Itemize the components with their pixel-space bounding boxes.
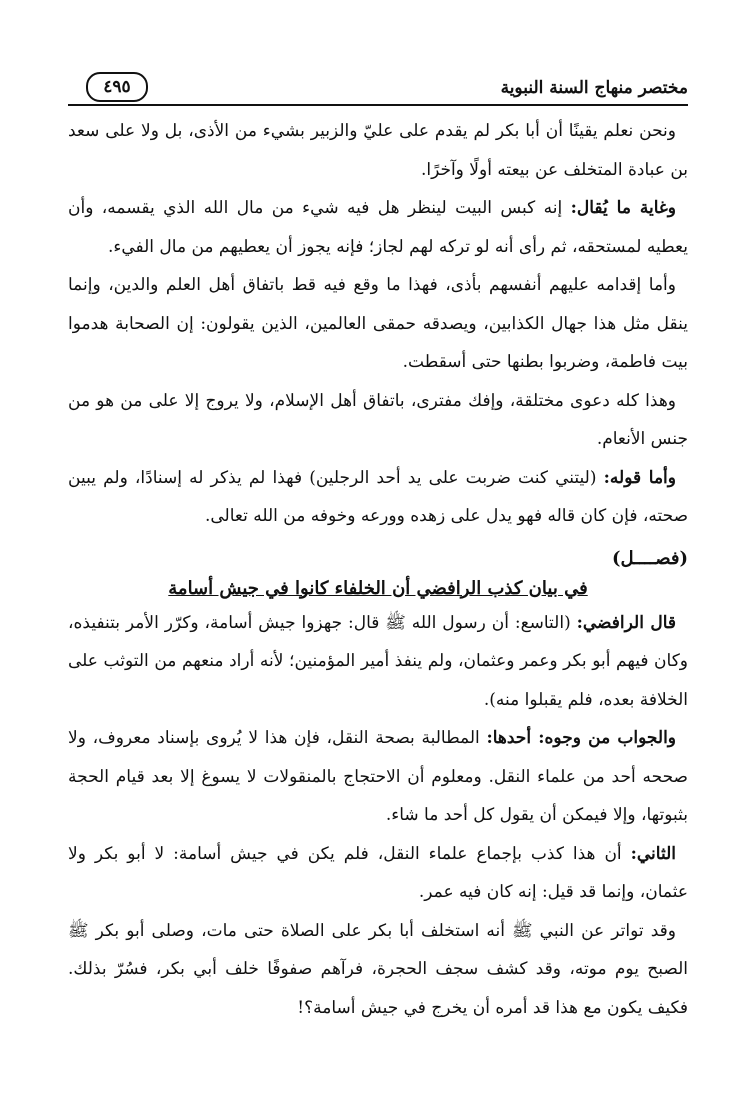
paragraph-text: (التاسع: أن رسول الله ﷺ قال: جهزوا جيش أسامة، وكرّر الأمر بتنفيذه، وكان فيهم أبو بكر وعمر وعثمان، ولم ينفذ أمير المؤمنين؛ لأنه أراد منعهم من التوثب على الخلافة بعده، فلم يقبلوا منه). [68, 612, 688, 710]
paragraph-text: (ليتني كنت ضربت على يد أحد الرجلين) فهذا لم يذكر له إسنادًا، ولم يبين صحته، فإن كان قاله فهو يدل على زهده وورعه وخوفه من الله تعالى. [68, 467, 688, 526]
running-title: مختصر منهاج السنة النبوية [500, 78, 688, 98]
paragraph [68, 719, 688, 835]
paragraph-text: وأما إقدامه عليهم أنفسهم بأذى، فهذا ما وقع فيه قط باتفاق أهل العلم والدين، وإنما ينقل مثل هذا جهال الكذابين، ويصدقه حمقى العالمين، الذين يقولون: إن الصحابة هدموا بيت فاطمة، وضربوا بطنها حتى أسقطت. [68, 275, 688, 372]
section-title: (فصــــل) [612, 547, 688, 569]
paragraph [68, 459, 688, 536]
paragraph-text: وهذا كله دعوى مختلقة، وإفك مفترى، باتفاق أهل الإسلام، ولا يروج إلا على من هو من جنس الأنعام. [68, 390, 688, 449]
paragraph [68, 266, 688, 382]
paragraph-lead: والجواب من وجوه: أحدها: [486, 728, 677, 748]
page-header [68, 70, 688, 106]
paragraph [68, 912, 688, 1028]
page-number: ٤٩٥ [86, 72, 148, 102]
paragraph [68, 835, 688, 912]
paragraph-text: أن هذا كذب بإجماع علماء النقل، فلم يكن في جيش أسامة: لا أبو بكر ولا عثمان، وإنما قد قيل: إنه كان فيه عمر. [68, 843, 688, 902]
paragraph-text: ونحن نعلم يقينًا أن أبا بكر لم يقدم على عليّ والزبير بشيء من الأذى، بل ولا على سعد بن عبادة المتخلف عن بيعته أولًا وآخرًا. [68, 121, 688, 180]
paragraph-lead: وأما قوله: [603, 467, 676, 488]
paragraph [68, 604, 688, 720]
paragraph [68, 382, 688, 459]
paragraph [68, 189, 688, 266]
paragraph [68, 112, 688, 189]
section-subtitle: في بيان كذب الرافضي أن الخلفاء كانوا في جيش أسامة [168, 577, 588, 599]
paragraph-text: المطالبة بصحة النقل، فإن هذا لا يُروى بإسناد معروف، ولا صححه أحد من علماء النقل. ومعلوم أن الاحتجاج بالمنقولات لا يسوغ إلا بعد قيام الحجة بثبوتها، وإلا فيمكن أن يقول كل أحد ما شاء. [68, 728, 688, 825]
paragraph-lead: وغاية ما يُقال: [570, 198, 676, 218]
header-divider [68, 104, 688, 106]
paragraph-text: إنه كبس البيت لينظر هل فيه شيء من مال الله الذي يقسمه، وأن يعطيه لمستحقه، ثم رأى أنه لو تركه لهم لجاز؛ فإنه يجوز أن يعطيهم من مال الفيء. [68, 198, 688, 257]
paragraph-text: وقد تواتر عن النبي ﷺ أنه استخلف أبا بكر على الصلاة حتى مات، وصلى أبو بكر ﷺ الصبح يوم موته، وقد كشف سجف الحجرة، فرآهم صفوفًا خلف أبي بكر، فسُرّ بذلك. فكيف يكون مع هذا قد أمره أن يخرج في جيش أسامة؟! [68, 920, 688, 1018]
paragraph-lead: قال الرافضي: [576, 612, 676, 633]
body-text [68, 112, 688, 1027]
paragraph-lead: الثاني: [630, 843, 676, 864]
